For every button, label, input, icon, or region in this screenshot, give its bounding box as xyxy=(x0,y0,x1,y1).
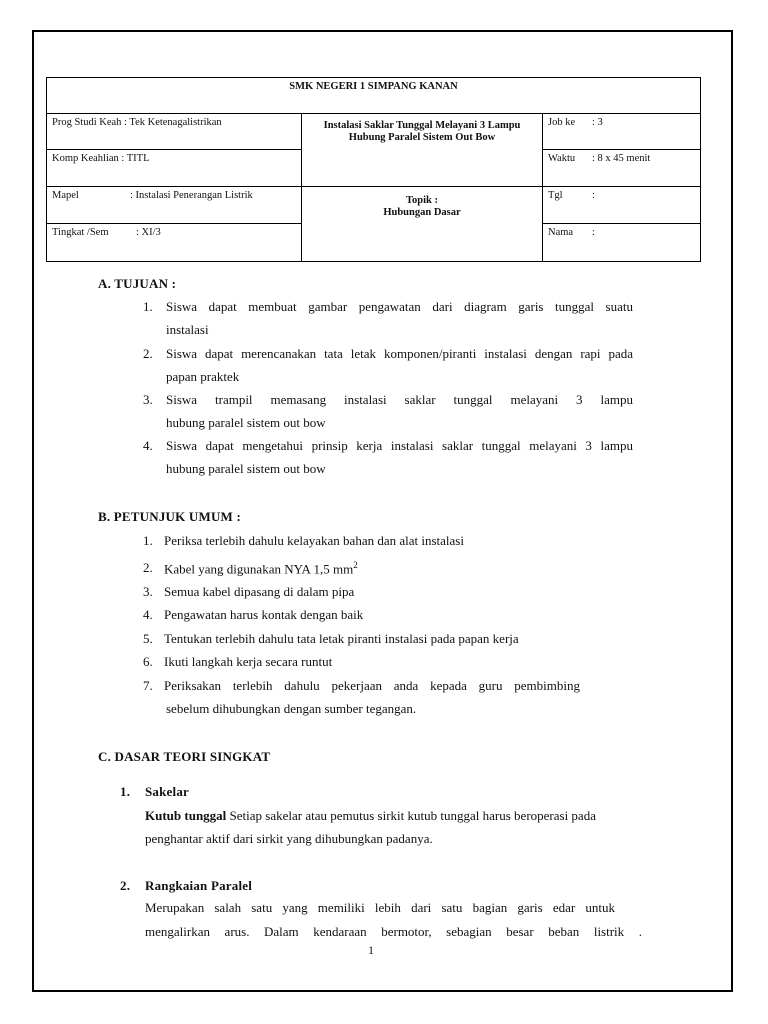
b-item-5-num: 5. xyxy=(143,631,153,646)
school-name: SMK NEGERI 1 SIMPANG KANAN xyxy=(47,78,701,114)
nama: Nama : xyxy=(543,224,701,262)
tingkat-sem: Tingkat /Sem : XI/3 xyxy=(47,224,302,262)
prog-studi: Prog Studi Keah : Tek Ketenagalistrikan xyxy=(47,114,302,150)
komp-keahlian: Komp Keahlian : TITL xyxy=(47,150,302,187)
job-number: Job ke : 3 xyxy=(543,114,701,150)
b-item-3-num: 3. xyxy=(143,584,153,599)
b-item-1-num: 1. xyxy=(143,533,153,548)
a-item-4-num: 4. xyxy=(143,438,153,453)
a-item-2-line2: papan praktek xyxy=(166,369,240,384)
b-item-6-num: 6. xyxy=(143,654,153,669)
a-item-2-num: 2. xyxy=(143,346,153,361)
b-item-2-text: Kabel yang digunakan NYA 1,5 mm xyxy=(164,561,354,577)
b-item-5-text: Tentukan terlebih dahulu tata letak piranti instalasi pada papan kerja xyxy=(164,631,519,646)
section-b-title: B. PETUNJUK UMUM : xyxy=(98,509,241,524)
a-item-3-line2: hubung paralel sistem out bow xyxy=(166,415,326,430)
b-item-2-sup: 2 xyxy=(353,560,358,570)
c-item-2-line2: mengalirkan arus. Dalam kendaraan bermotor, sebagian besar beban listrik . xyxy=(145,924,642,939)
a-item-4-line2: hubung paralel sistem out bow xyxy=(166,461,326,476)
c-item-1-bold: Kutub tunggal xyxy=(145,808,227,823)
b-item-7-num: 7. xyxy=(143,678,153,693)
c-item-1-title: Sakelar xyxy=(145,784,190,799)
b-item-7-line2: sebelum dihubungkan dengan sumber tegangan. xyxy=(166,701,417,716)
topik: Topik : Hubungan Dasar xyxy=(302,187,543,262)
c-item-2-line1: Merupakan salah satu yang memiliki lebih dari satu bagian garis edar untuk xyxy=(145,900,615,915)
b-item-4-num: 4. xyxy=(143,607,153,622)
b-item-6-text: Ikuti langkah kerja secara runtut xyxy=(164,654,333,669)
a-item-1-num: 1. xyxy=(143,299,153,314)
header-table xyxy=(46,77,701,262)
c-item-2-title: Rangkaian Paralel xyxy=(145,878,253,893)
a-item-3-num: 3. xyxy=(143,392,153,407)
c-item-1-line1 xyxy=(145,808,596,824)
b-item-1-text: Periksa terlebih dahulu kelayakan bahan dan alat instalasi xyxy=(164,533,464,548)
c-item-1-rest: Setiap sakelar atau pemutus sirkit kutub tunggal harus beroperasi pada xyxy=(226,808,596,823)
waktu: Waktu : 8 x 45 menit xyxy=(543,150,701,187)
b-item-2 xyxy=(164,560,358,577)
a-item-1-line1: Siswa dapat membuat gambar pengawatan dari diagram garis tunggal suatu xyxy=(166,299,633,314)
c-item-1-line2: penghantar aktif dari sirkit yang dihubungkan padanya. xyxy=(145,831,433,846)
tgl: Tgl : xyxy=(543,187,701,224)
a-item-2-line1: Siswa dapat merencanakan tata letak komponen/piranti instalasi dengan rapi pada xyxy=(166,346,633,361)
b-item-4-text: Pengawatan harus kontak dengan baik xyxy=(164,607,364,622)
section-a-title: A. TUJUAN : xyxy=(98,276,177,291)
c-item-1-num: 1. xyxy=(120,784,131,799)
page-number: 1 xyxy=(368,943,374,957)
b-item-2-num: 2. xyxy=(143,560,153,575)
b-item-7-line1: Periksakan terlebih dahulu pekerjaan anda kepada guru pembimbing xyxy=(164,678,580,693)
c-item-2-num: 2. xyxy=(120,878,131,893)
section-c-title: C. DASAR TEORI SINGKAT xyxy=(98,749,271,764)
a-item-3-line1: Siswa trampil memasang instalasi saklar tunggal melayani 3 lampu xyxy=(166,392,633,407)
job-title: Instalasi Saklar Tunggal Melayani 3 Lampu Hubung Paralel Sistem Out Bow xyxy=(302,114,543,187)
a-item-1-line2: instalasi xyxy=(166,322,209,337)
b-item-3-text: Semua kabel dipasang di dalam pipa xyxy=(164,584,355,599)
a-item-4-line1: Siswa dapat mengetahui prinsip kerja instalasi saklar tunggal melayani 3 lampu xyxy=(166,438,633,453)
mapel: Mapel : Instalasi Penerangan Listrik xyxy=(47,187,302,224)
